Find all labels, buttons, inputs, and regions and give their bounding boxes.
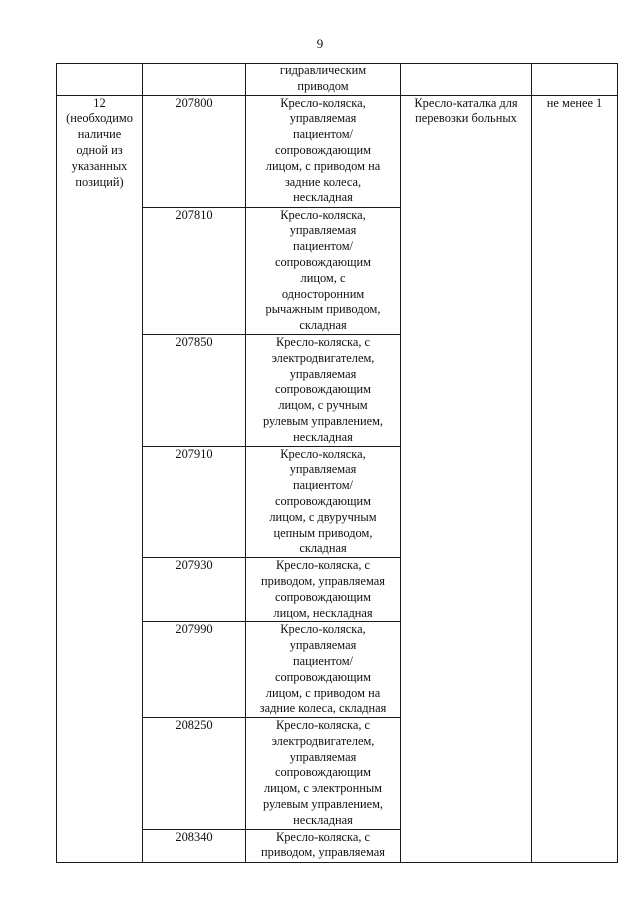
cell-empty bbox=[401, 64, 532, 96]
description-text: Кресло-коляска, управляемая пациентом/ сопровождающим лицом, с приводом на задние колеса, нескладная bbox=[265, 95, 381, 205]
cell-empty bbox=[143, 64, 246, 96]
cell-description bbox=[246, 558, 401, 622]
cell-code bbox=[143, 95, 246, 207]
description-text: гидравлическим приводом bbox=[279, 63, 367, 93]
cell-description bbox=[246, 64, 401, 96]
description-text: Кресло-коляска, управляемая пациентом/ сопровождающим лицом, с односторонним рычажным приводом, складная bbox=[265, 207, 381, 333]
cell-code bbox=[143, 558, 246, 622]
code-text: 207910 bbox=[175, 446, 213, 461]
equipment-table bbox=[56, 63, 618, 863]
code-text: 208250 bbox=[175, 718, 213, 733]
requirement-text: не менее 1 bbox=[546, 95, 603, 110]
description-text: Кресло-коляска, с приводом, управляемая сопровождающим лицом, нескладная bbox=[261, 558, 385, 620]
table-row-continuation bbox=[57, 64, 618, 96]
cell-code bbox=[143, 334, 246, 446]
description-text: Кресло-коляска, с электродвигателем, управляемая сопровождающим лицом, с ручным рулевым управлением, нескладная bbox=[262, 334, 384, 444]
cell-code bbox=[143, 446, 246, 558]
group-number-text: 12 (необходимо наличие одной из указанных позиций) bbox=[66, 95, 133, 189]
cell-equipment-name bbox=[401, 95, 532, 862]
cell-code bbox=[143, 718, 246, 830]
description-text: Кресло-коляска, управляемая пациентом/ сопровождающим лицом, с приводом на задние колеса, складная bbox=[259, 622, 387, 716]
code-text: 207850 bbox=[175, 334, 213, 349]
cell-description bbox=[246, 829, 401, 862]
cell-empty bbox=[57, 64, 143, 96]
page-number: 9 bbox=[316, 36, 324, 51]
cell-requirement bbox=[532, 95, 618, 862]
cell-description bbox=[246, 334, 401, 446]
cell-group-number bbox=[57, 95, 143, 862]
cell-description bbox=[246, 622, 401, 718]
cell-empty bbox=[532, 64, 618, 96]
cell-description bbox=[246, 207, 401, 334]
cell-code bbox=[143, 622, 246, 718]
description-text: Кресло-коляска, управляемая пациентом/ сопровождающим лицом, с двуручным цепным приводом, складная bbox=[269, 446, 377, 556]
cell-description bbox=[246, 718, 401, 830]
equipment-name-text: Кресло-каталка для перевозки больных bbox=[414, 95, 518, 126]
cell-code bbox=[143, 829, 246, 862]
code-text: 207800 bbox=[175, 95, 213, 110]
code-text: 207810 bbox=[175, 207, 213, 222]
cell-description bbox=[246, 95, 401, 207]
table-row bbox=[57, 95, 618, 207]
code-text: 207930 bbox=[175, 558, 213, 573]
description-text: Кресло-коляска, с приводом, управляемая bbox=[261, 829, 385, 860]
cell-code bbox=[143, 207, 246, 334]
code-text: 208340 bbox=[175, 829, 213, 844]
code-text: 207990 bbox=[175, 622, 213, 637]
cell-description bbox=[246, 446, 401, 558]
description-text: Кресло-коляска, с электродвигателем, управляемая сопровождающим лицом, с электронным рулевым управлением, нескладная bbox=[262, 718, 384, 827]
